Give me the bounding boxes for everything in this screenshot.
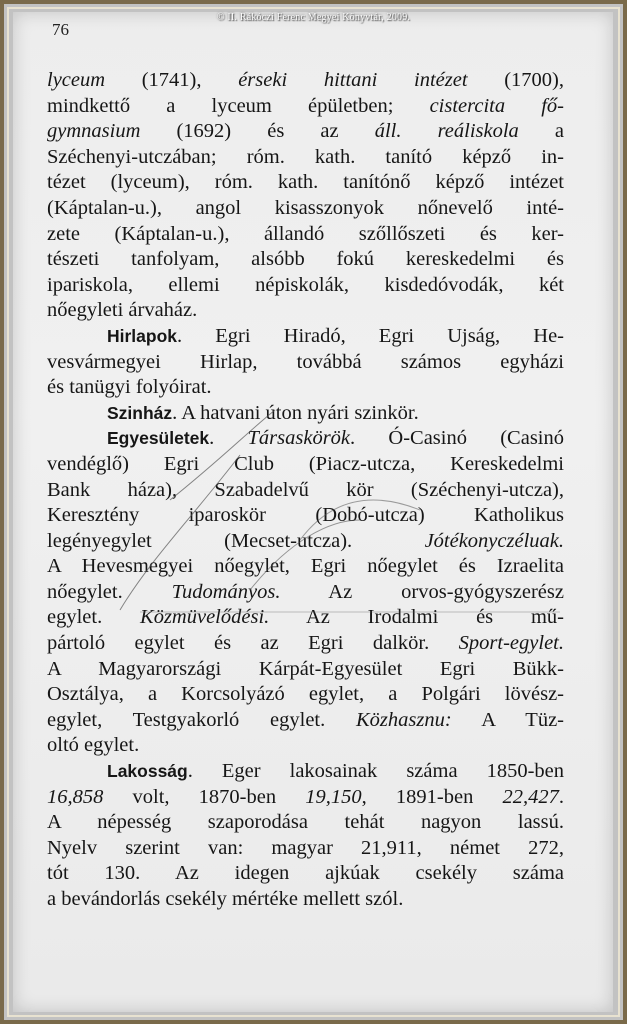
italic-text: Társaskörök <box>247 427 351 450</box>
text-segment: legényegylet (Mecset-utcza). <box>47 529 425 552</box>
text-line <box>47 94 564 120</box>
text-segment: (1741), <box>105 69 239 91</box>
text-line <box>47 554 564 580</box>
text-line <box>47 887 564 913</box>
text-line <box>47 657 564 683</box>
text-segment: . Egri Hiradó, Egri Ujság, He- <box>177 324 564 347</box>
text-line <box>47 605 564 631</box>
italic-text: cistercita fő- <box>429 94 565 117</box>
text-segment: egylet. <box>47 606 141 629</box>
text-line <box>47 810 564 836</box>
section-heading: Szinház <box>107 402 173 423</box>
text-line <box>47 247 564 273</box>
text-segment: Bank háza), Szabadelvű kör (Széchenyi-utcza), <box>47 478 564 501</box>
text-segment: (Káptalan-u.), angol kisasszonyok nőnevelő inté- <box>47 196 564 219</box>
text-segment: tót 130. Az idegen ajkúak csekély száma <box>47 862 564 885</box>
text-line <box>47 708 564 734</box>
italic-text: 16,858 <box>47 785 104 808</box>
text-line <box>47 119 564 145</box>
text-line <box>47 785 564 811</box>
text-line <box>47 170 564 196</box>
copyright-watermark: © II. Rákóczi Ferenc Megyei Könyvtár, 2009. <box>216 12 411 23</box>
text-segment: egylet, Testgyakorló egylet. <box>47 708 356 731</box>
text-line <box>47 298 564 324</box>
text-segment: tészeti tanfolyam, alsóbb fokú kereskedelmi és <box>47 248 564 271</box>
text-segment: Osztálya, a Korcsolyázó egylet, a Polgári lövész- <box>47 683 564 706</box>
text-line <box>47 375 564 401</box>
text-segment: tézet (lyceum), róm. kath. tanítónő képző intézet <box>47 171 564 194</box>
text-line <box>47 401 564 427</box>
text-line <box>47 145 564 171</box>
italic-text: lyceum <box>47 69 106 91</box>
section-heading: Lakosság <box>107 761 188 782</box>
text-segment: zete (Káptalan-u.), állandó szőllőszeti és ker- <box>47 222 564 245</box>
text-segment: . Ó-Casinó (Casinó <box>350 427 564 450</box>
text-line <box>47 478 564 504</box>
text-segment: A népesség szaporodása tehát nagyon lassú. <box>47 811 564 834</box>
text-segment: a bevándorlás csekély mértéke mellett szól. <box>47 888 404 910</box>
italic-text: Jótékonyczéluak. <box>424 529 564 552</box>
text-segment: . <box>209 427 248 450</box>
page-number: 76 <box>52 20 69 39</box>
text-segment: vesvármegyei Hirlap, továbbá számos egyházi <box>47 350 564 373</box>
text-line <box>47 759 564 785</box>
text-line <box>47 273 564 299</box>
text-segment: A Hevesmegyei nőegylet, Egri nőegylet és Izraelita <box>47 555 564 578</box>
text-segment: A Tüz- <box>451 708 564 731</box>
text-line <box>47 682 564 708</box>
italic-text: Tudományos. <box>171 580 281 603</box>
text-line <box>47 196 564 222</box>
text-segment: . A hatvani úton nyári szinkör. <box>172 401 419 424</box>
italic-text: Közmüvelődési. <box>140 606 270 629</box>
text-line <box>47 733 564 759</box>
text-segment: nőegyleti árvaház. <box>47 299 198 322</box>
text-segment: vendéglő) Egri Club (Piacz-utcza, Kereskedelmi <box>47 452 564 475</box>
italic-text: Közhasznu: <box>355 708 452 731</box>
text-segment: Az orvos-gyógyszerész <box>280 580 564 603</box>
text-segment: . Eger lakosainak száma 1850-ben <box>187 760 564 783</box>
italic-text: 19,150 <box>305 785 362 808</box>
text-line <box>47 631 564 657</box>
text-segment: mindkettő a lyceum épületben; <box>47 94 430 117</box>
text-segment: , 1891-ben <box>361 785 503 808</box>
text-segment: Széchenyi-utczában; róm. kath. tanító képző in- <box>47 145 564 168</box>
text-line <box>47 350 564 376</box>
page-text-body <box>47 68 564 913</box>
text-line <box>47 222 564 248</box>
text-segment: . <box>558 785 564 808</box>
text-segment: oltó egylet. <box>47 734 140 757</box>
text-segment: volt, 1870-ben <box>103 785 306 808</box>
text-line <box>47 529 564 555</box>
text-segment: pártoló egylet és az Egri dalkör. <box>47 632 459 655</box>
section-heading: Egyesületek <box>107 428 210 449</box>
italic-text: Sport-egylet. <box>458 632 564 655</box>
text-segment: ipariskola, ellemi népiskolák, kisdedóvodák, két <box>47 273 564 296</box>
text-line <box>47 503 564 529</box>
italic-text: 22,427 <box>502 785 559 808</box>
text-segment: (1692) és az <box>140 120 375 143</box>
text-line <box>47 861 564 887</box>
text-segment: A Magyarországi Kárpát-Egyesület Egri Bükk- <box>47 657 564 680</box>
text-line <box>47 426 564 452</box>
text-line <box>47 580 564 606</box>
text-segment: Keresztény iparoskör (Dobó-utcza) Katholikus <box>47 504 564 527</box>
text-segment: a <box>518 120 564 143</box>
text-segment: és tanügyi folyóirat. <box>47 376 212 399</box>
text-segment: (1700), <box>467 69 565 91</box>
text-line <box>47 324 564 350</box>
text-segment: nőegylet. <box>47 580 172 603</box>
section-heading: Hirlapok <box>107 325 178 346</box>
text-segment: Nyelv szerint van: magyar 21,911, német 272, <box>47 836 564 859</box>
text-line <box>47 836 564 862</box>
italic-text: érseki hittani intézet <box>238 69 468 91</box>
italic-text: gymnasium <box>47 120 141 143</box>
text-line <box>47 68 564 94</box>
text-segment: Az Irodalmi és mű- <box>269 606 564 629</box>
text-line <box>47 452 564 478</box>
italic-text: áll. reáliskola <box>374 120 519 143</box>
